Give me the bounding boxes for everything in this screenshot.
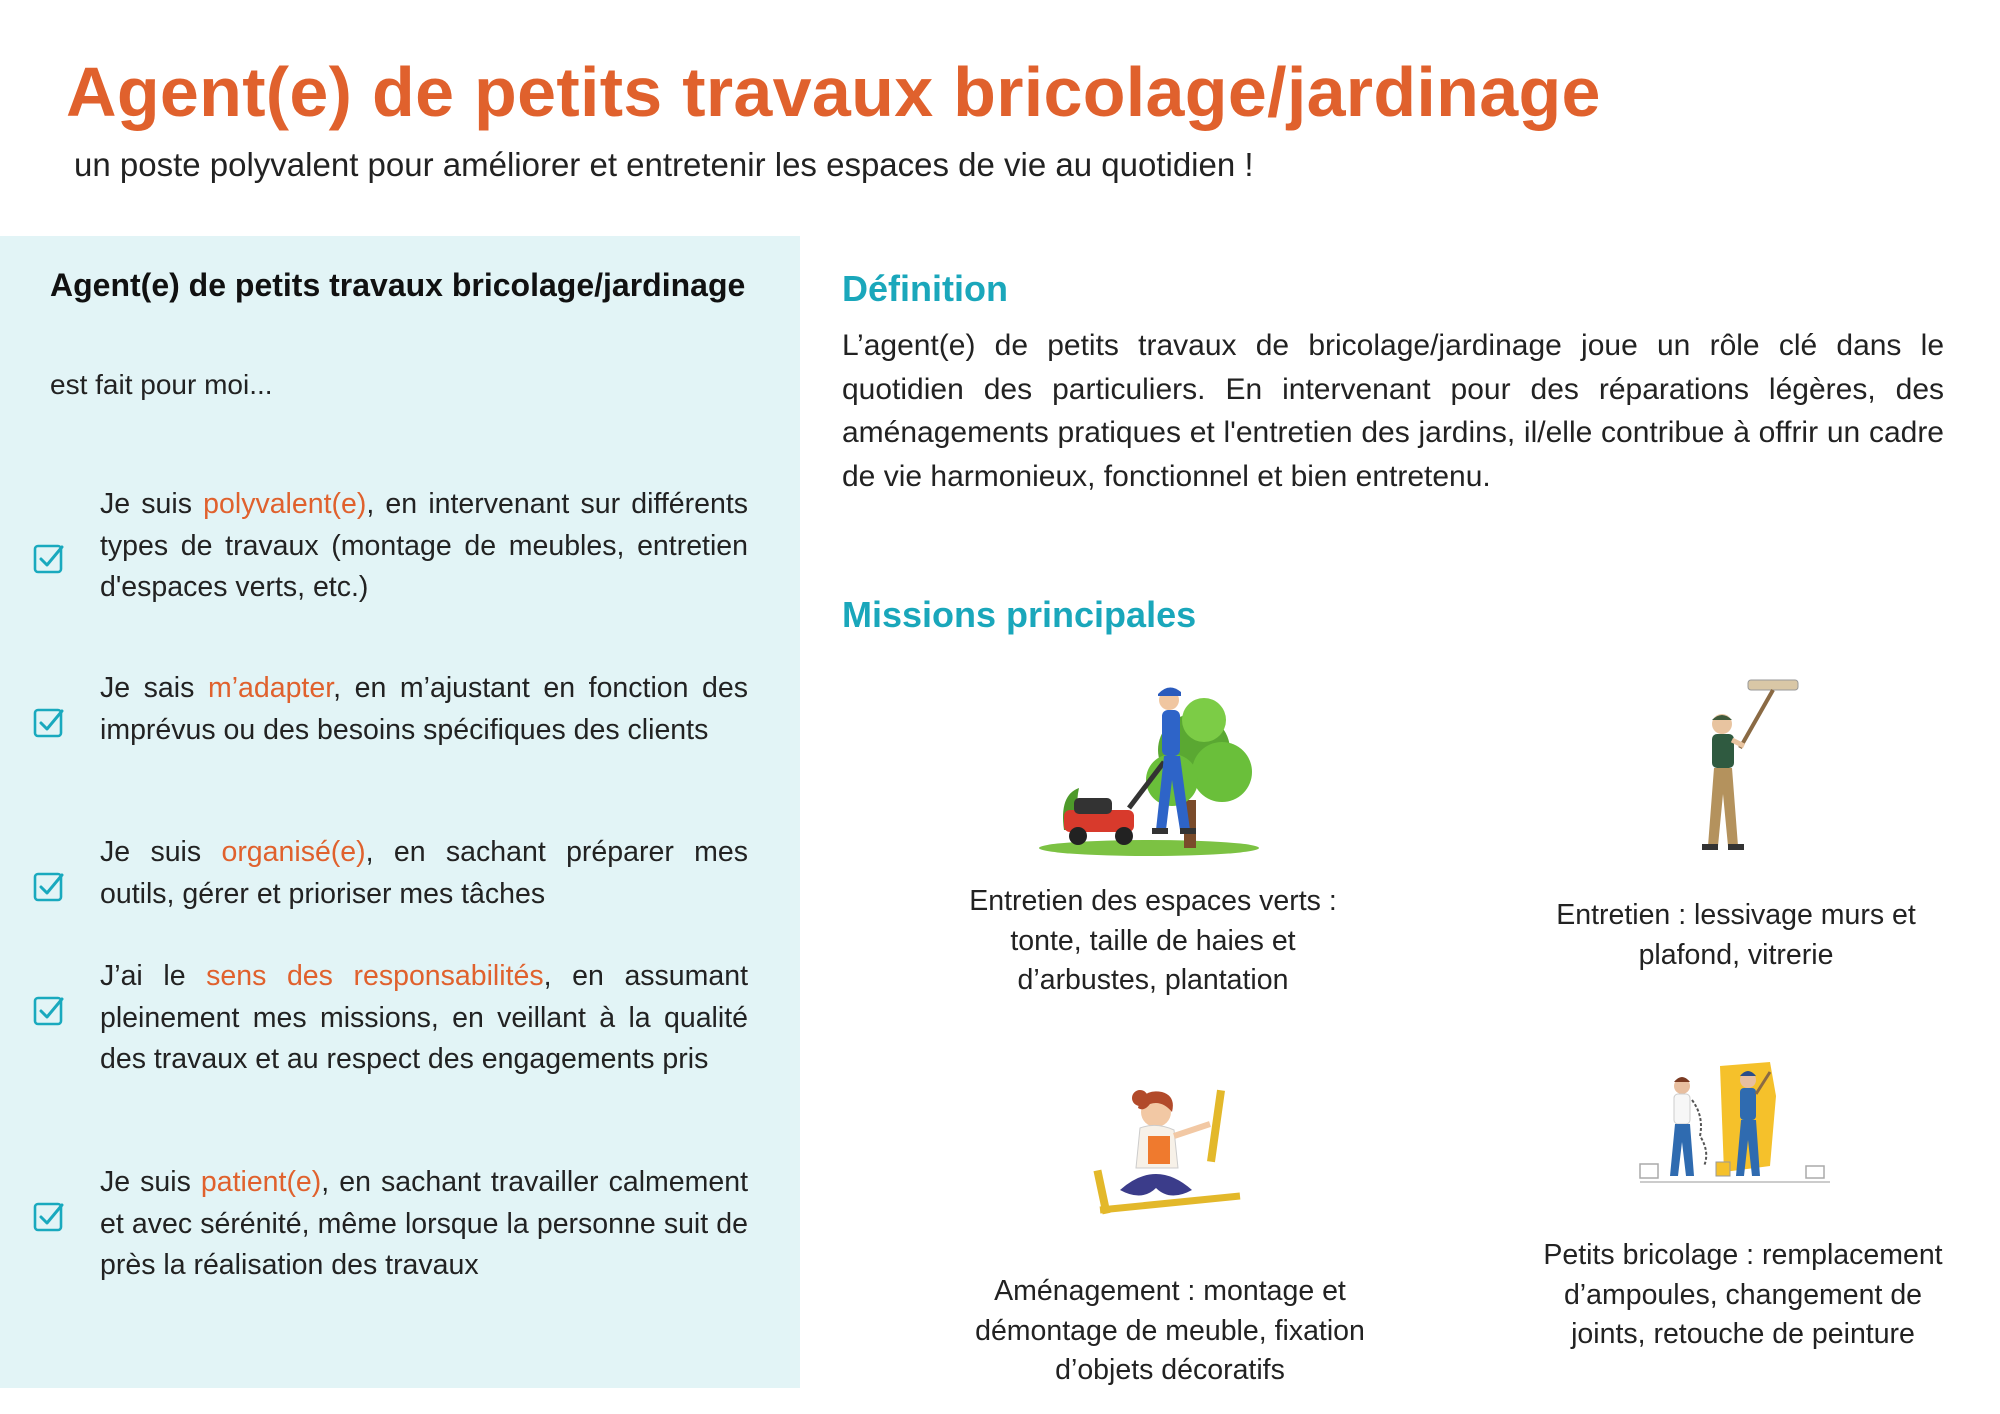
definition-heading: Définition — [842, 268, 1008, 309]
trait-highlight: polyvalent(e) — [203, 488, 367, 520]
profile-panel — [0, 236, 800, 1388]
trait-text: Je suis polyvalent(e), en intervenant sur différents types de travaux (montage de meubles, entretien d'espaces verts, etc.) — [100, 488, 748, 603]
definition-text: L’agent(e) de petits travaux de bricolage/jardinage joue un rôle clé dans le quotidien des particuliers. En intervenant pour des réparations légères, des aménagements pratiques et l'entretien des jardins, il/elle contribue à offrir un cadre de vie harmonieux, fonctionnel et bien entretenu. — [842, 329, 1944, 493]
mission-label: Petits bricolage : remplacement d’ampoules, changement de joints, retouche de peinture — [1543, 1239, 1943, 1350]
trait-highlight: sens des responsabilités — [206, 960, 544, 992]
trait-text: J’ai le sens des responsabilités, en assumant pleinement mes missions, en veillant à la qualité des travaux et au respect des engagements pris — [100, 960, 748, 1075]
mission-label: Entretien des espaces verts : tonte, taille de haies et d’arbustes, plantation — [969, 885, 1337, 996]
trait-highlight: m’adapter — [207, 672, 334, 704]
trait-text: Je sais m’adapter, en m’ajustant en fonction des imprévus ou des besoins spécifiques des clients — [100, 672, 749, 746]
checkbox-checked-icon — [32, 542, 66, 576]
checkbox-checked-icon — [32, 706, 66, 740]
checkbox-checked-icon — [32, 870, 66, 904]
trait-text: Je suis organisé(e), en sachant préparer mes outils, gérer et prioriser mes tâches — [100, 836, 748, 910]
painting-repair-illustration — [1620, 1056, 1840, 1196]
page-subtitle: un poste polyvalent pour améliorer et entretenir les espaces de vie au quotidien ! — [74, 146, 1254, 183]
lawn-mowing-illustration — [1034, 680, 1264, 860]
checkbox-checked-icon — [32, 994, 66, 1028]
checkbox-checked-icon — [32, 1200, 66, 1234]
missions-heading: Missions principales — [842, 594, 1197, 635]
trait-highlight: patient(e) — [200, 1166, 322, 1198]
page-title: Agent(e) de petits travaux bricolage/jardinage — [66, 53, 1601, 131]
mission-label: Entretien : lessivage murs et plafond, vitrerie — [1556, 899, 1916, 971]
panel-subtitle: est fait pour moi... — [50, 369, 273, 400]
wall-washing-illustration — [1670, 676, 1810, 866]
trait-highlight: organisé(e) — [221, 836, 366, 868]
trait-text: Je suis patient(e), en sachant travailler calmement et avec sérénité, même lorsque la personne suit de près la réalisation des travaux — [100, 1166, 748, 1281]
panel-title: Agent(e) de petits travaux bricolage/jardinage — [50, 267, 746, 303]
furniture-assembly-illustration — [1090, 1078, 1250, 1238]
mission-label: Aménagement : montage et démontage de meuble, fixation d’objets décoratifs — [975, 1275, 1365, 1386]
